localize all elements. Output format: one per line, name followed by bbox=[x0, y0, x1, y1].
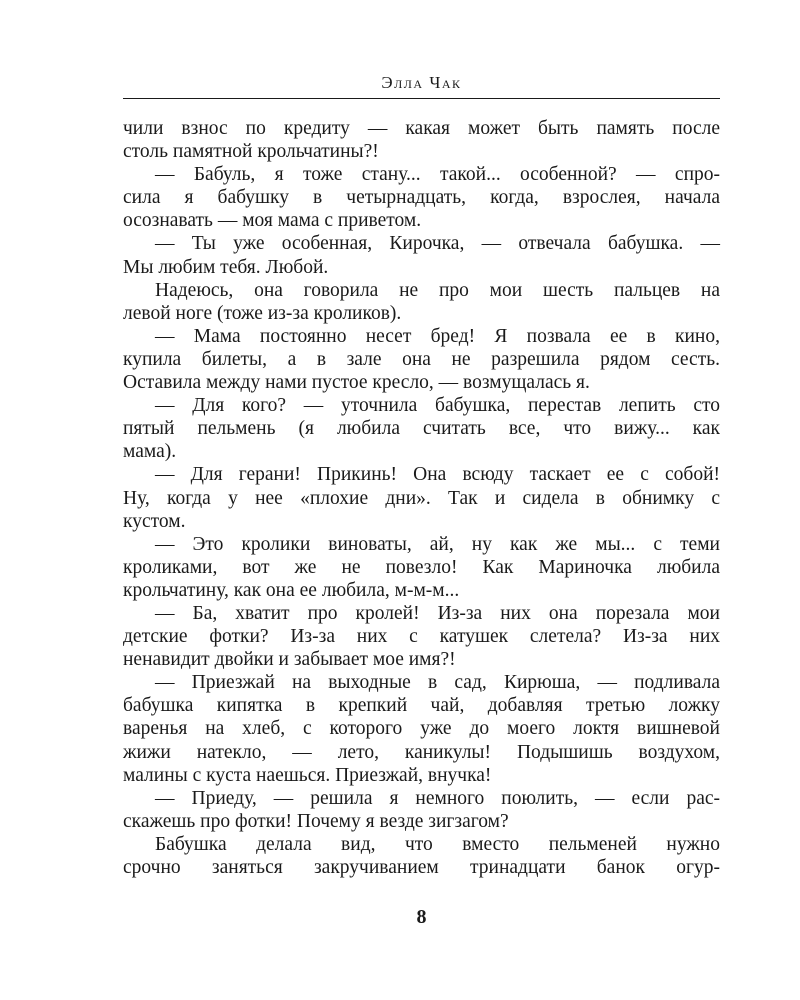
text-line: варенья на хлеб, с которого уже до моего локтя вишневой bbox=[123, 718, 720, 740]
text-line: Мы любим тебя. Любой. bbox=[123, 256, 329, 278]
text-line: жижи натекло, — лето, каникулы! Подышишь воздухом, bbox=[123, 741, 720, 763]
text-line: — Ты уже особенная, Кирочка, — отвечала бабушка. — bbox=[155, 233, 720, 255]
text-line: — Бабуль, я тоже стану... такой... особенной? — спро- bbox=[155, 164, 720, 186]
text-line: бабушка кипятка в крепкий чай, добавляя третью ложку bbox=[123, 695, 720, 717]
text-line: крольчатину, как она ее любила, м-м-м... bbox=[123, 579, 460, 601]
text-line: Оставила между нами пустое кресло, — возмущалась я. bbox=[123, 372, 590, 394]
text-line: мама). bbox=[123, 441, 177, 463]
text-line: — Мама постоянно несет бред! Я позвала ее в кино, bbox=[155, 325, 720, 347]
text-line: — Ба, хватит про кролей! Из-за них она порезала мои bbox=[155, 602, 720, 624]
text-line: чили взнос по кредиту — какая может быть память после bbox=[123, 118, 720, 139]
text-line: Бабушка делала вид, что вместо пельменей нужно bbox=[155, 833, 720, 855]
text-line: кустом. bbox=[123, 510, 186, 532]
text-line: кроликами, вот же не повезло! Как Мариночка любила bbox=[123, 556, 720, 578]
text-line: столь памятной крольчатины?! bbox=[123, 141, 379, 163]
text-line: срочно заняться закручиванием тринадцати банок огур- bbox=[123, 857, 720, 878]
text-line: Надеюсь, она говорила не про мои шесть пальцев на bbox=[155, 279, 720, 301]
text-line: скажешь про фотки! Почему я везде зигзагом? bbox=[123, 810, 509, 832]
text-line: левой ноге (тоже из-за кроликов). bbox=[123, 302, 402, 324]
text-line: — Приеду, — решила я немного поюлить, — если рас- bbox=[155, 787, 720, 809]
text-line: малины с куста наешься. Приезжай, внучка! bbox=[123, 764, 492, 786]
page-number: 8 bbox=[416, 906, 427, 928]
text-line: Ну, когда у нее «плохие дни». Так и сидела в обнимку с bbox=[123, 487, 720, 509]
running-head-author: Элла Чак bbox=[381, 73, 462, 92]
text-line: детские фотки? Из-за них с катушек слетела? Из-за них bbox=[123, 626, 720, 648]
text-line: сила я бабушку в четырнадцать, когда, взрослея, начала bbox=[123, 187, 720, 209]
text-line: — Приезжай на выходные в сад, Кирюша, — подливала bbox=[155, 672, 720, 694]
text-line: — Для кого? — уточнила бабушка, перестав лепить сто bbox=[155, 395, 720, 417]
text-line: ненавидит двойки и забывает мое имя?! bbox=[123, 649, 456, 671]
text-line: осознавать — моя мама с приветом. bbox=[123, 210, 422, 232]
text-line: — Для герани! Прикинь! Она всюду таскает ее с собой! bbox=[155, 464, 720, 486]
text-line: пятый пельмень (я любила считать все, что вижу... как bbox=[123, 418, 720, 440]
text-line: — Это кролики виноваты, ай, ну как же мы... с теми bbox=[155, 533, 720, 555]
header-rule bbox=[123, 98, 720, 99]
body-text bbox=[123, 117, 720, 879]
text-line: купила билеты, а в зале она не разрешила рядом сесть. bbox=[123, 348, 720, 370]
